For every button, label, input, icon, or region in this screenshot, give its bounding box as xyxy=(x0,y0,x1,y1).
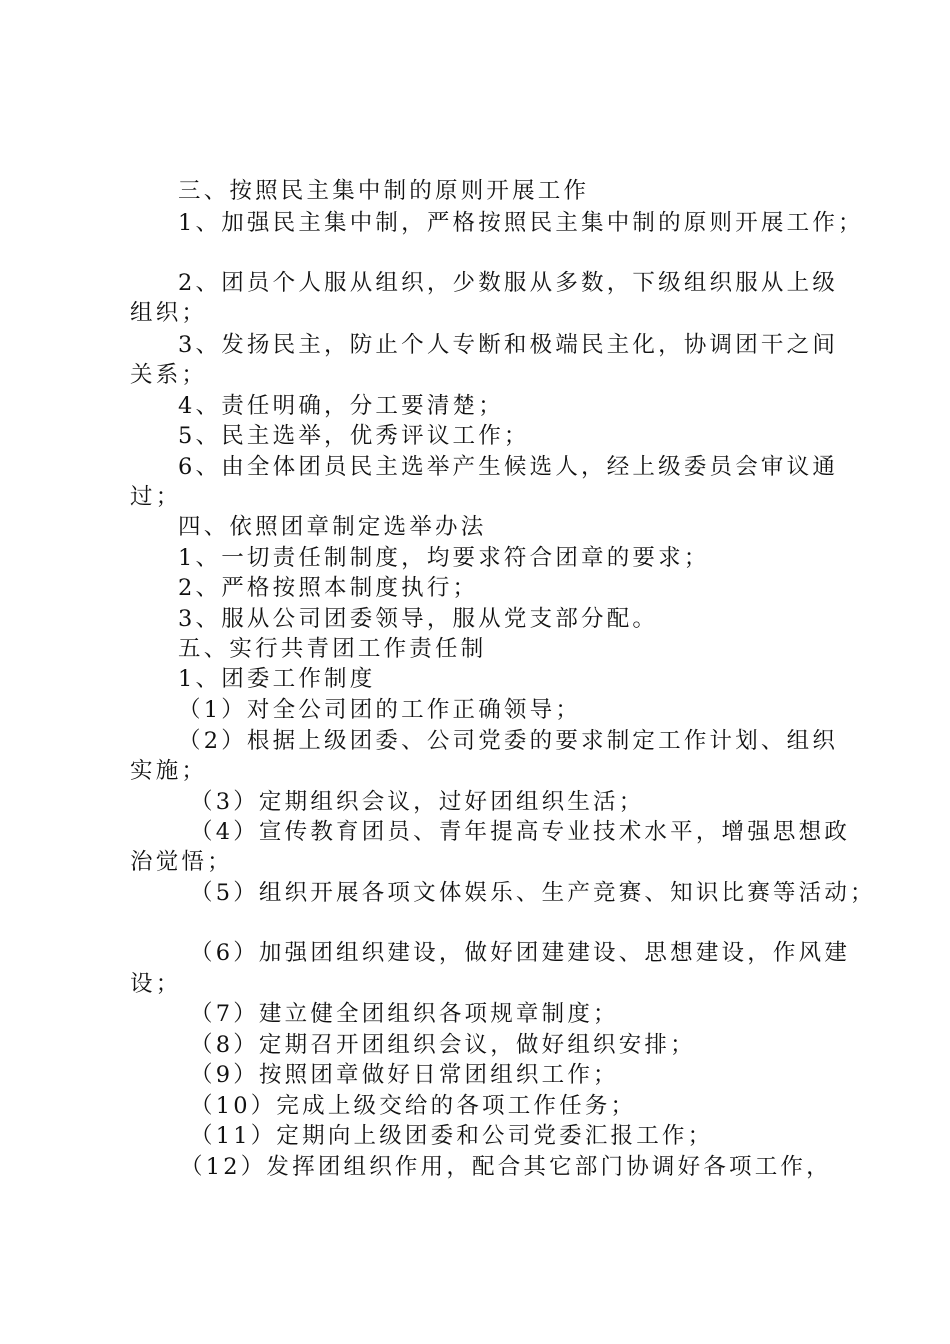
list-item: （12）发挥团组织作用，配合其它部门协调好各项工作， xyxy=(180,1154,832,1180)
section-heading-4: 四、依照团章制定选举办法 xyxy=(178,514,487,540)
paragraph-line: 2、严格按照本制度执行； xyxy=(178,575,479,601)
list-item-continuation: 实施； xyxy=(130,758,208,784)
list-item: （11）定期向上级团委和公司党委汇报工作； xyxy=(190,1123,714,1149)
subsection-heading: 1、团委工作制度 xyxy=(178,666,376,692)
paragraph-line: 4、责任明确，分工要清楚； xyxy=(178,393,504,419)
paragraph-line: 过； xyxy=(130,484,182,510)
list-item: （4）宣传教育团员、青年提高专业技术水平，增强思想政 xyxy=(190,819,851,845)
section-heading-5: 五、实行共青团工作责任制 xyxy=(178,636,487,662)
list-item: （7）建立健全团组织各项规章制度； xyxy=(190,1001,619,1027)
list-item-continuation: 设； xyxy=(130,971,182,997)
list-item: （2）根据上级团委、公司党委的要求制定工作计划、组织 xyxy=(178,728,839,754)
list-item: （8）定期召开团组织会议，做好组织安排； xyxy=(190,1032,696,1058)
list-item: （10）完成上级交给的各项工作任务； xyxy=(190,1093,637,1119)
paragraph-line: 6、由全体团员民主选举产生候选人，经上级委员会审议通 xyxy=(178,454,839,480)
list-item: （5）组织开展各项文体娱乐、生产竞赛、知识比赛等活动； xyxy=(190,880,876,906)
section-heading-3: 三、按照民主集中制的原则开展工作 xyxy=(178,178,590,204)
list-item: （1）对全公司团的工作正确领导； xyxy=(178,697,582,723)
paragraph-line: 5、民主选举，优秀评议工作； xyxy=(178,423,530,449)
paragraph-line: 3、发扬民主，防止个人专断和极端民主化，协调团干之间 xyxy=(178,332,839,358)
paragraph-line: 关系； xyxy=(130,362,208,388)
paragraph-line: 2、团员个人服从组织，少数服从多数，下级组织服从上级 xyxy=(178,270,839,296)
list-item: （3）定期组织会议，过好团组织生活； xyxy=(190,789,645,815)
paragraph-line: 3、服从公司团委领导，服从党支部分配。 xyxy=(178,606,659,632)
paragraph-line: 1、加强民主集中制，严格按照民主集中制的原则开展工作； xyxy=(178,210,864,236)
list-item: （6）加强团组织建设，做好团建建设、思想建设，作风建 xyxy=(190,940,851,966)
list-item-continuation: 治觉悟； xyxy=(130,849,233,875)
list-item: （9）按照团章做好日常团组织工作； xyxy=(190,1062,619,1088)
paragraph-line: 组织； xyxy=(130,300,208,326)
paragraph-line: 1、一切责任制制度，均要求符合团章的要求； xyxy=(178,545,710,571)
